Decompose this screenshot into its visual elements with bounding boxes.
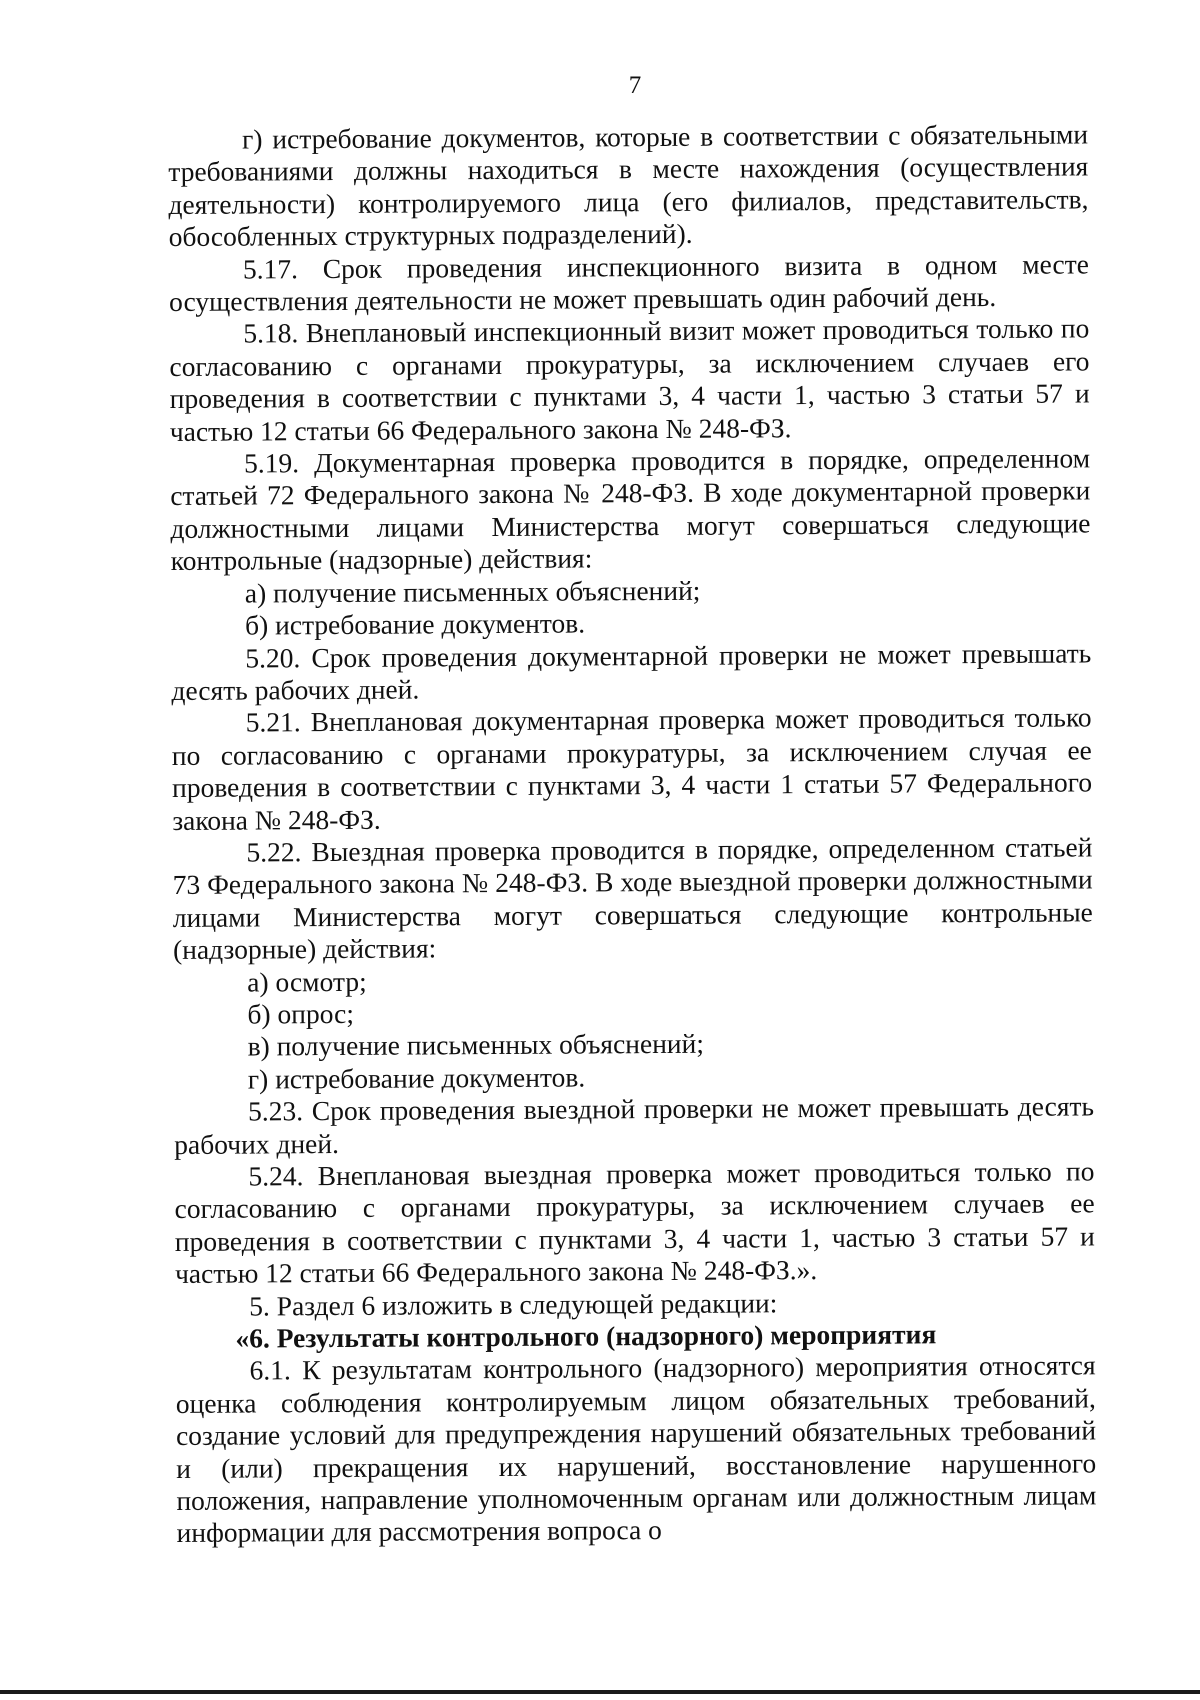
list-item-a-inspection: а) осмотр; bbox=[247, 965, 367, 998]
section-6-heading: «6. Результаты контрольного (надзорного) мероприятия bbox=[235, 1318, 937, 1354]
list-item-b-survey: б) опрос; bbox=[247, 997, 355, 1030]
list-item-b-demand-documents: б) истребование документов. bbox=[244, 607, 586, 641]
list-item-v-written-explanations: в) получение письменных объяснений; bbox=[247, 1028, 705, 1062]
page-bottom-border bbox=[0, 1690, 1200, 1694]
page-number: 7 bbox=[628, 72, 642, 99]
paragraph-5-18: 5.18. Внеплановый инспекционный визит может проводиться только по согласованию с органами прокуратуры, за исключением случаев его проведения в соответствии с пунктами 3, 4 части 1, частью 3 статьи 57 и частью 12 статьи 66 Федерального закона № 248-ФЗ. bbox=[169, 312, 1090, 447]
list-item-g-demand-documents: г) истребование документов. bbox=[247, 1061, 586, 1095]
paragraph-5-19: 5.19. Документарная проверка проводится в порядке, определенном статьей 72 Федерального закона № 248-ФЗ. В ходе документарной проверки должностными лицами Министерства могут совершаться следующие контрольные (надзорные) действия: bbox=[170, 442, 1091, 577]
paragraph-5-22: 5.22. Выездная проверка проводится в порядке, определенном статьей 73 Федерального закона № 248-ФЗ. В ходе выездной проверки должностными лицами Министерства могут совершаться следующие контрольные (надзорные) действия: bbox=[172, 831, 1093, 966]
paragraph-5-23: 5.23. Срок проведения выездной проверки не может превышать десять рабочих дней. bbox=[174, 1090, 1095, 1160]
paragraph-5-17: 5.17. Срок проведения инспекционного визита в одном месте осуществления деятельности не может превышать один рабочий день. bbox=[168, 248, 1089, 318]
document-body bbox=[168, 118, 1097, 1549]
paragraph-5-21: 5.21. Внеплановая документарная проверка может проводиться только по согласованию с органами прокуратуры, за исключением случая ее проведения в соответствии с пунктами 3, 4 части 1 статьи 57 Федерального закона № 248-ФЗ. bbox=[171, 701, 1093, 836]
list-item-a-written-explanations: а) получение письменных объяснений; bbox=[244, 574, 701, 609]
paragraph-6-1: 6.1. К результатам контрольного (надзорного) мероприятия относятся оценка соблюдения контролируемым лицом обязательных требований, создание условий для предупреждения нарушений обязательных требований и (или) прекращения их нарушений, восстановление нарушенного положения, направление уполномоченным органам или должностным лицам информации для рассмотрения вопроса о bbox=[175, 1349, 1097, 1549]
paragraph-5-20: 5.20. Срок проведения документарной проверки не может превышать десять рабочих дней. bbox=[171, 636, 1092, 706]
paragraph-amendment-section-6: 5. Раздел 6 изложить в следующей редакции: bbox=[249, 1286, 778, 1322]
paragraph-5-24: 5.24. Внеплановая выездная проверка может проводиться только по согласованию с органами прокуратуры, за исключением случаев ее проведения в соответствии с пунктами 3, 4 части 1, частью 3 статьи 57 и частью 12 статьи 66 Федерального закона № 248-ФЗ.». bbox=[174, 1155, 1095, 1290]
paragraph-item-g-demand-documents: г) истребование документов, которые в соответствии с обязательными требованиями должны находиться в месте нахождения (осуществления деятельности) контролируемого лица (его филиалов, представительств, обособленных структурных подразделений). bbox=[168, 118, 1089, 253]
